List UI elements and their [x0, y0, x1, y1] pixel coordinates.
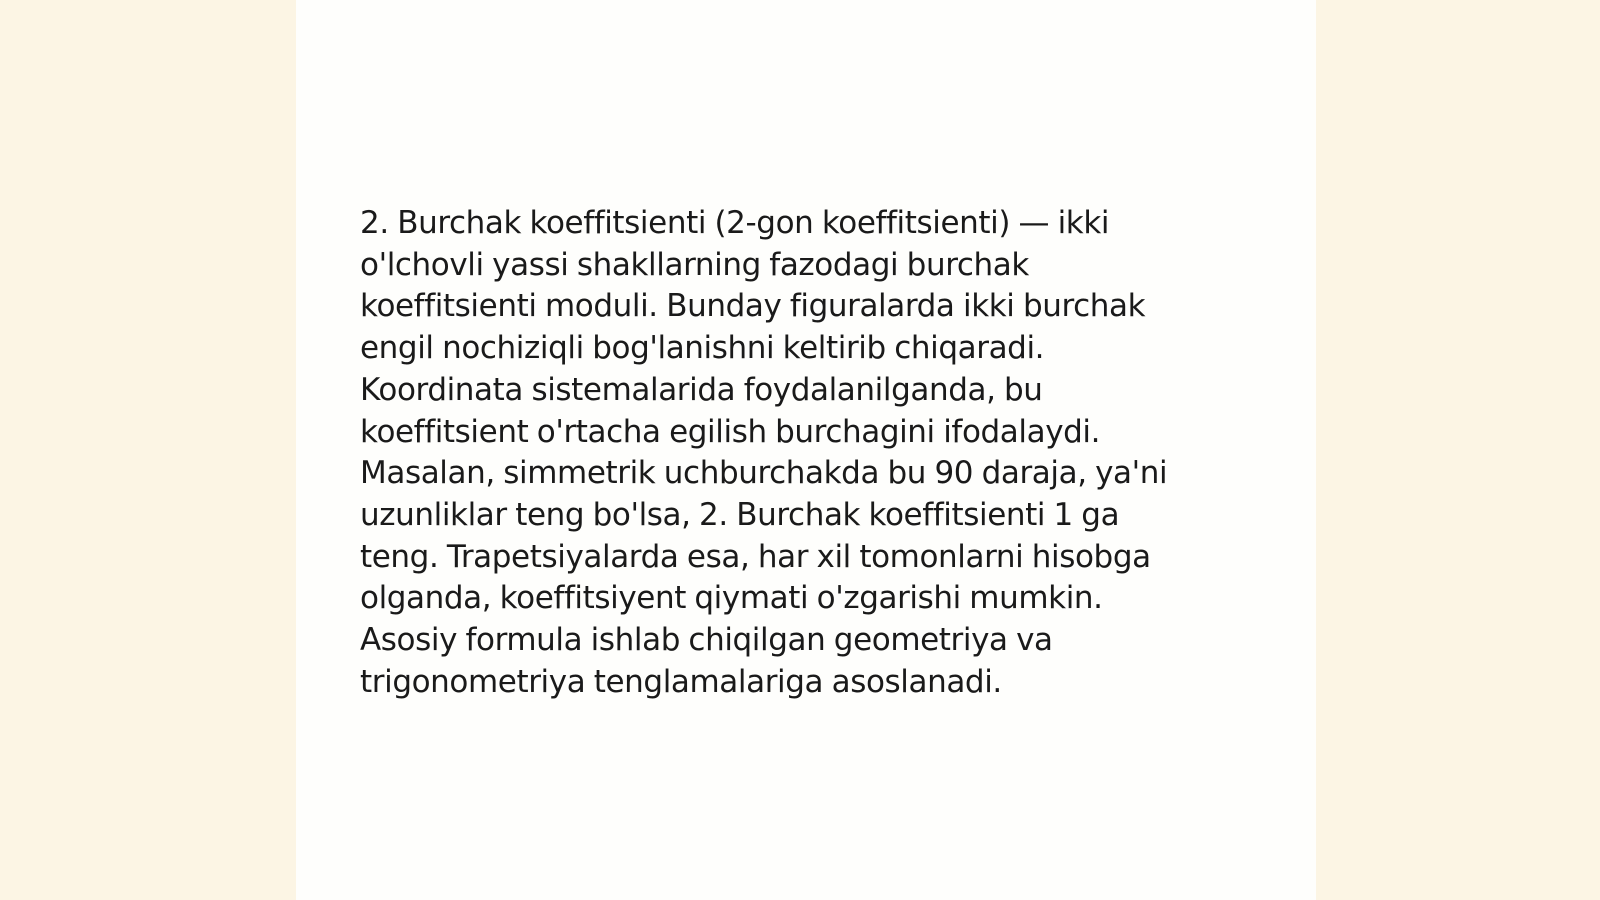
text-line: koeffitsienti moduli. Bunday figuralarda ikki burchak [360, 288, 1146, 325]
left-margin-background [0, 0, 296, 900]
text-line: trigonometriya tenglamalariga asoslanadi. [360, 663, 1002, 700]
text-line: uzunliklar teng bo'lsa, 2. Burchak koeffitsienti 1 ga [360, 496, 1120, 533]
body-paragraph [360, 203, 1240, 703]
document-page [296, 0, 1316, 900]
text-line: Koordinata sistemalarida foydalanilganda, bu [360, 371, 1043, 408]
text-line: Asosiy formula ishlab chiqilgan geometriya va [360, 622, 1053, 659]
text-line: o'lchovli yassi shakllarning fazodagi burchak [360, 246, 1029, 283]
text-line: koeffitsient o'rtacha egilish burchagini ifodalaydi. [360, 413, 1101, 450]
right-margin-background [1316, 0, 1600, 900]
text-line: Masalan, simmetrik uchburchakda bu 90 daraja, ya'ni [360, 455, 1168, 492]
text-line: teng. Trapetsiyalarda esa, har xil tomonlarni hisobga [360, 538, 1151, 575]
text-line: engil nochiziqli bog'lanishni keltirib chiqaradi. [360, 330, 1045, 367]
text-line: 2. Burchak koeffitsienti (2-gon koeffitsienti) — ikki [360, 205, 1110, 241]
text-line: olganda, koeffitsiyent qiymati o'zgarishi mumkin. [360, 580, 1103, 617]
